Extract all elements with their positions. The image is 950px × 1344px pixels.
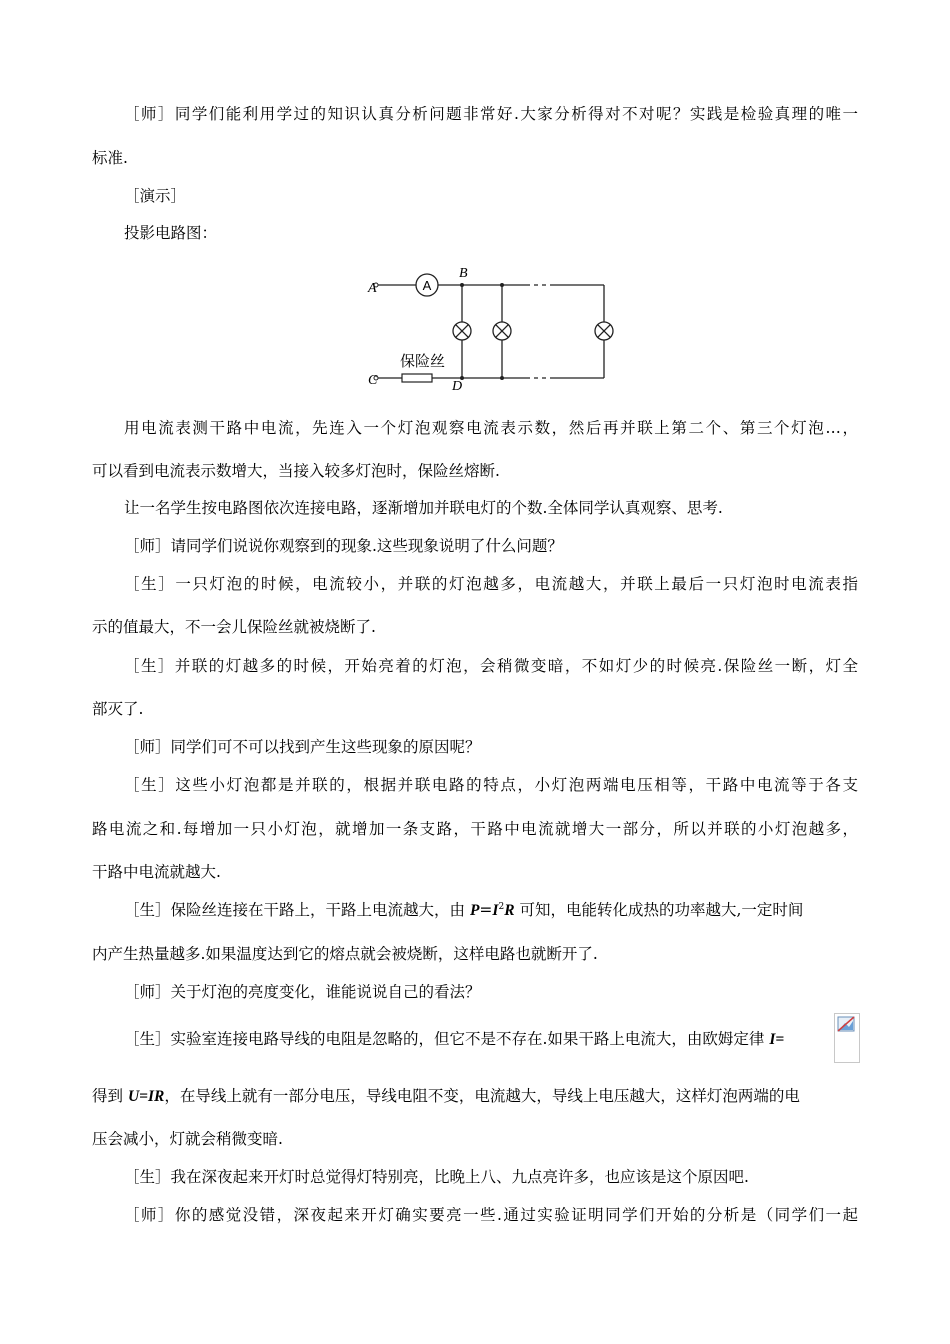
paragraph-student-3-line2: 路电流之和.每增加一只小灯泡，就增加一条支路，干路中电流就增大一部分，所以并联的小灯泡越多，	[92, 820, 858, 838]
paragraph-teacher-3: ［师］同学们可不可以找到产生这些现象的原因呢？	[124, 738, 481, 756]
formula-p: P	[469, 902, 480, 919]
formula-uir: U=IR	[127, 1088, 165, 1105]
lamp-icon-1	[453, 322, 471, 340]
paragraph-student-2-line1: ［生］并联的灯越多的时候，开始亮着的灯泡，会稍微变暗，不如灯少的时候亮.保险丝一断，灯全	[124, 657, 858, 675]
paragraph-student-5-line1	[124, 1029, 784, 1050]
student-5-text-2-post: ，在导线上就有一部分电压，导线电阻不变，电流越大，导线上电压越大，这样灯泡两端的电	[164, 1087, 800, 1105]
junction-bottom-2	[500, 376, 504, 380]
broken-image-icon	[835, 1014, 859, 1038]
paragraph-description-line1: 用电流表测干路中电流，先连入一个灯泡观察电流表示数，然后再并联上第二个、第三个灯泡…，	[124, 419, 858, 437]
paragraph-student-1-line1: ［生］一只灯泡的时候，电流较小，并联的灯泡越多，电流越大，并联上最后一只灯泡时电流表指	[124, 575, 858, 593]
paragraph-demo-label: ［演示］	[124, 187, 187, 205]
ohm-formula: I=	[769, 1031, 785, 1048]
paragraph-student-6: ［生］我在深夜起来开灯时总觉得灯特别亮，比晚上八、九点亮许多，也应该是这个原因吧.	[124, 1168, 749, 1186]
paragraph-teacher-1-line1: ［师］同学们能利用学过的知识认真分析问题非常好.大家分析得对不对呢？实践是检验真理的唯一	[124, 105, 858, 123]
circuit-diagram	[364, 262, 614, 394]
label-a: A	[368, 281, 377, 296]
lamp-icon-2	[493, 322, 511, 340]
lamp-icon-3	[595, 322, 613, 340]
paragraph-teacher-1-line2: 标准.	[92, 149, 128, 167]
paragraph-description-line2: 可以看到电流表示数增大，当接入较多灯泡时，保险丝熔断.	[92, 462, 500, 480]
formula-eq: =	[479, 901, 493, 919]
ammeter-label: A	[422, 278, 432, 293]
fuse-icon	[402, 374, 432, 382]
paragraph-student-4-line1	[124, 900, 858, 921]
fuse-label: 保险丝	[400, 352, 446, 370]
paragraph-student-1-line2: 示的值最大，不一会儿保险丝就被烧断了.	[92, 618, 376, 636]
paragraph-student-2-line2: 部灭了.	[92, 700, 144, 718]
paragraph-teacher-2: ［师］请同学们说说你观察到的现象.这些现象说明了什么问题？	[124, 537, 563, 555]
label-b: B	[459, 266, 468, 281]
formula-i: I	[492, 902, 499, 919]
paragraph-teacher-4: ［师］关于灯泡的亮度变化，谁能说说自己的看法？	[124, 983, 481, 1001]
paragraph-student-3-line1: ［生］这些小灯泡都是并联的，根据并联电路的特点，小灯泡两端电压相等，干路中电流等于各支	[124, 776, 858, 794]
paragraph-student-4-line2: 内产生热量越多.如果温度达到它的熔点就会被烧断，这样电路也就断开了.	[92, 945, 598, 963]
paragraph-teacher-5: ［师］你的感觉没错，深夜起来开灯确实要亮一些.通过实验证明同学们开始的分析是（同学们一起	[124, 1206, 858, 1224]
junction-b	[460, 283, 464, 287]
paragraph-student-action: 让一名学生按电路图依次连接电路，逐渐增加并联电灯的个数.全体同学认真观察、思考.	[124, 499, 723, 517]
label-c: C	[368, 373, 378, 388]
paragraph-projection-label: 投影电路图：	[124, 224, 218, 242]
student-5-text-pre: ［生］实验室连接电路导线的电阻是忽略的，但它不是不存在.如果干路上电流大，由欧姆定律	[124, 1030, 770, 1048]
label-d: D	[452, 379, 463, 394]
formula-r: R	[504, 902, 515, 919]
paragraph-student-3-line3: 干路中电流就越大.	[92, 863, 221, 881]
paragraph-student-5-line2	[92, 1086, 858, 1107]
paragraph-student-5-line3: 压会减小，灯就会稍微变暗.	[92, 1130, 283, 1148]
formula-image-icon	[834, 1013, 860, 1063]
junction-top-2	[500, 283, 504, 287]
student-5-text-2-pre: 得到	[92, 1087, 128, 1105]
student-4-text-pre: ［生］保险丝连接在干路上，干路上电流越大，由	[124, 901, 470, 919]
formula-exponent: 2	[498, 901, 505, 912]
student-4-text-post: 可知，电能转化成热的功率越大,一定时间	[514, 901, 804, 919]
